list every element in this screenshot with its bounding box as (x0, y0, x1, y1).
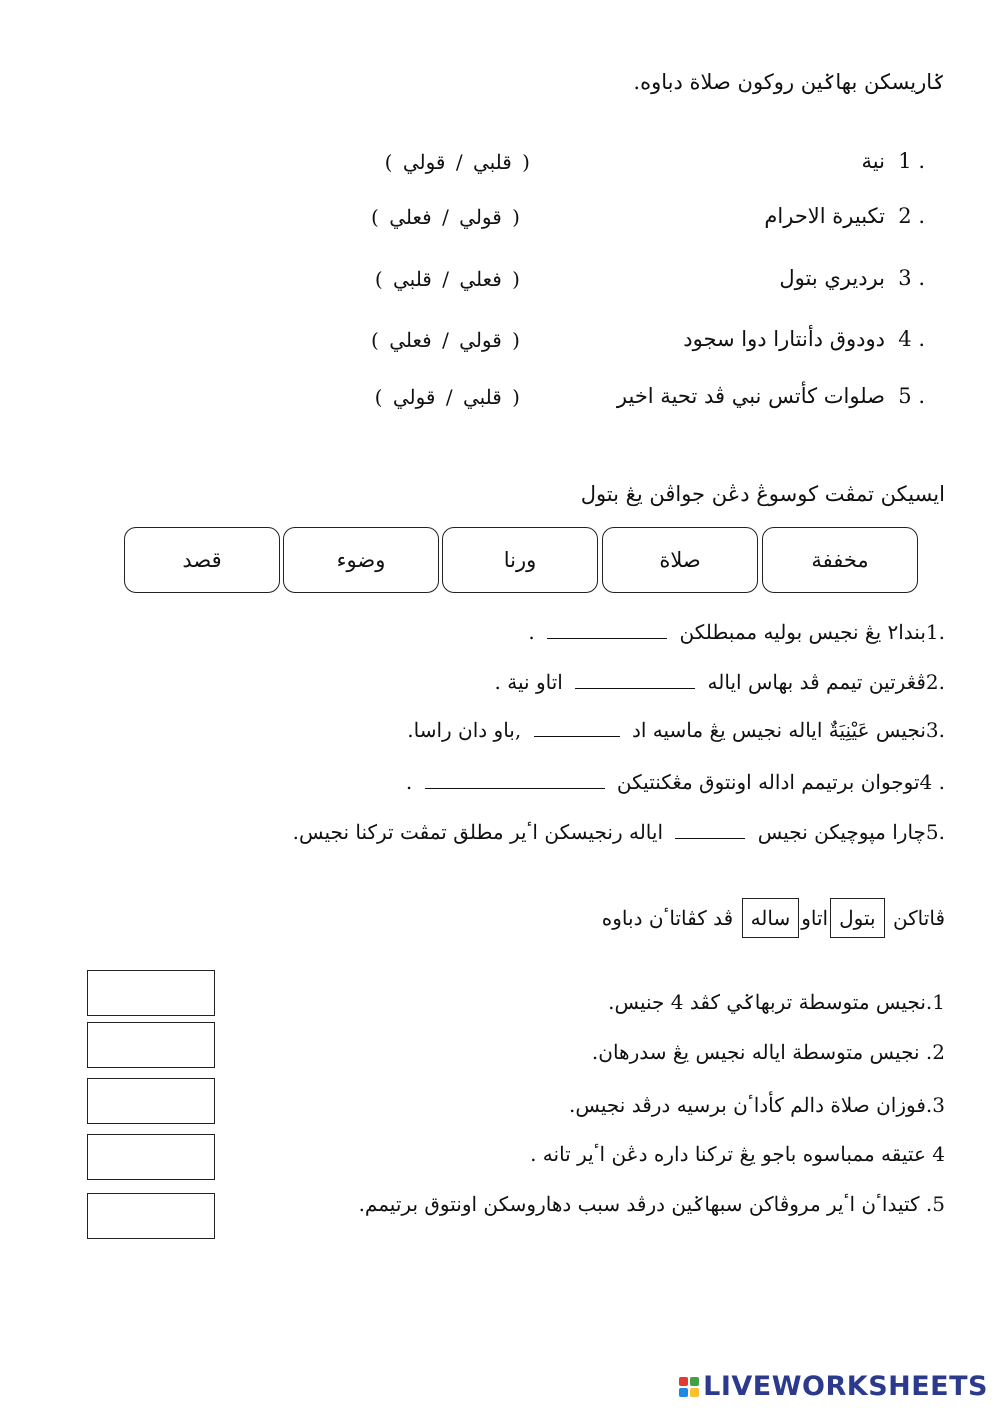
choice-option[interactable]: قلبي (462, 385, 502, 409)
logo-icon (679, 1377, 699, 1397)
item-term: دودوق دأنتارا دوا سجود (683, 327, 885, 351)
answer-blank[interactable] (675, 820, 745, 839)
choice-option[interactable]: فعلي (389, 205, 432, 229)
choice-group: ( قولي / فعلي ) (371, 328, 520, 352)
item-term: برديري بتول (779, 266, 885, 290)
fill-item (495, 670, 945, 694)
fill-item (407, 718, 945, 742)
answer-blank[interactable] (425, 770, 605, 789)
choice-option[interactable]: قولي (392, 385, 436, 409)
item-text-after: . (405, 770, 413, 794)
tf-statement: 2. نجيس متوسطة اياله نجيس يڠ سدرهان. (591, 1040, 945, 1064)
item-text-after: اتاو نية . (494, 670, 563, 694)
answer-blank[interactable] (547, 620, 667, 639)
item-number: .3 (925, 718, 945, 742)
logo-text: LIVEWORKSHEETS (703, 1371, 988, 1402)
true-label: بتول (830, 898, 884, 938)
fill-item (293, 820, 945, 844)
choice-group: ( قلبي / قولي ) (374, 385, 520, 409)
choice-option[interactable]: قولي (459, 205, 502, 229)
item-term: تکبيرة الاحرام (764, 204, 885, 228)
item-text-before: ڤڠرتين تيمم ڤد بهاس اياله (707, 670, 926, 694)
word-bank-item[interactable]: قصد (124, 527, 280, 593)
word-bank-item[interactable]: صلاة (602, 527, 758, 593)
answer-box[interactable] (87, 1193, 215, 1239)
tf-statement: 3.فوزان صلاة دالم کأداٴن برسيه درڤد نجيس. (568, 1093, 945, 1117)
choice-option[interactable]: فعلي (459, 267, 502, 291)
choice-option[interactable]: فعلي (389, 328, 432, 352)
choice-option[interactable]: قولي (402, 150, 446, 174)
tf-statement: 4 عتيقه ممباسوه باجو يڠ ترکنا داره دڠن اٴير تانه . (530, 1142, 945, 1166)
liveworksheets-logo (679, 1371, 988, 1402)
item-text-after: . (528, 620, 535, 644)
fill-item (528, 620, 945, 644)
instruction-start: ڤاتاکن (892, 906, 945, 930)
section1-instruction: ݢاريسکن بهاݢين روکون صلاة دباوه. (633, 70, 945, 94)
item-term: نية (861, 149, 885, 173)
word-bank-item[interactable]: مخففة (762, 527, 918, 593)
item-text-after: اياله رنجيسکن اٴير مطلق تمڤت ترکنا نجيس. (292, 820, 664, 844)
item-number: . 4 (919, 770, 945, 794)
fill-item (406, 770, 945, 794)
choice-group: ( فعلي / قلبي ) (374, 267, 520, 291)
answer-box[interactable] (87, 970, 215, 1016)
choice-option[interactable]: قولي (459, 328, 502, 352)
answer-blank[interactable] (534, 718, 620, 737)
item-term: صلوات کأتس نبي ڤد تحية اخير (616, 384, 885, 408)
item-number: . 3 (898, 266, 925, 290)
tf-statement: 5. کتيداٴن اٴير مروڤاکن سبهاݢين درڤد سبب دهاروسکن اونتوق برتيمم. (358, 1192, 945, 1216)
answer-box[interactable] (87, 1078, 215, 1124)
item-text-before: چارا مپوچيکن نجيس (757, 820, 926, 844)
answer-box[interactable] (87, 1022, 215, 1068)
item-text-before: نجيس عَيْنِيَةٌ اياله نجيس يڠ ماسيه اد (631, 718, 926, 742)
item-number: . 1 (898, 149, 925, 173)
item-number: . 5 (898, 384, 925, 408)
tf-statement: 1.نجيس متوسطة تربهاݢي کڤد 4 جنيس. (608, 990, 945, 1014)
false-label: ساله (742, 898, 800, 938)
or-word: اتاو (801, 906, 829, 930)
choice-group: ( قولي / فعلي ) (371, 205, 520, 229)
section2-instruction: ايسيکن تمڤت کوسوڠ دڠن جواڤن يڠ بتول (580, 482, 945, 506)
item-text-after: ,باو دان راسا. (407, 718, 522, 742)
word-bank-item[interactable]: ورنا (442, 527, 598, 593)
word-bank-item[interactable]: وضوء (283, 527, 439, 593)
item-text-before: بندا٢ يڠ نجيس بوليه ممبطلکن (679, 620, 926, 644)
answer-blank[interactable] (575, 670, 695, 689)
choice-option[interactable]: قلبي (392, 267, 432, 291)
section3-instruction (602, 898, 945, 938)
item-number: .5 (925, 820, 945, 844)
item-number: . 4 (898, 327, 925, 351)
instruction-end: ڤد کڤاتاٴن دباوه (601, 906, 734, 930)
choice-option[interactable]: قلبي (472, 150, 512, 174)
item-number: . 2 (898, 204, 925, 228)
item-number: .1 (925, 620, 945, 644)
item-text-before: توجوان برتيمم اداله اونتوق مڠکنتيکن (616, 770, 920, 794)
item-number: .2 (925, 670, 945, 694)
choice-group: ( قلبي / قولي ) (384, 150, 530, 174)
answer-box[interactable] (87, 1134, 215, 1180)
